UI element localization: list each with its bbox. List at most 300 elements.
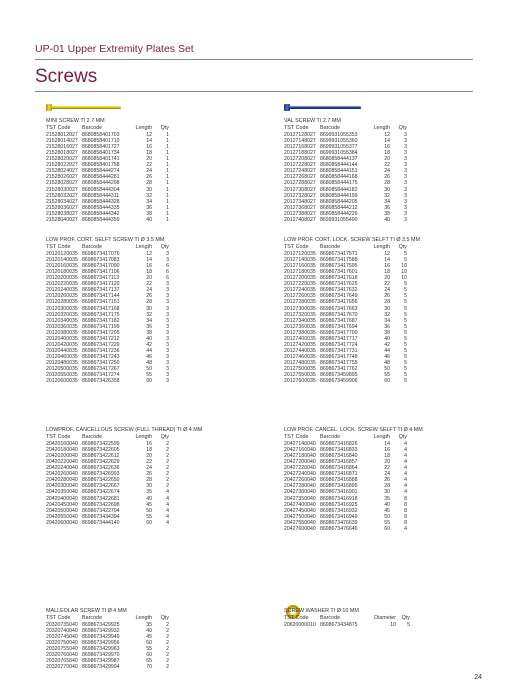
length-cell: 26 <box>146 471 152 478</box>
barcode-cell: 8698673422667 <box>82 483 120 490</box>
barcode-cell: 8698673417250 <box>82 359 120 366</box>
code-cell: 21528038027 <box>46 210 78 217</box>
length-cell: 18 <box>146 150 152 157</box>
qty-cell: 3 <box>404 132 407 139</box>
qty-cell: 3 <box>166 347 169 354</box>
code-cell: 20120260035 <box>46 293 78 300</box>
code-cell: 20420260040 <box>46 471 78 478</box>
barcode-cell: 8698673422612 <box>82 453 120 460</box>
barcode-cell: 8698673422599 <box>82 441 120 448</box>
qty-cell: 2 <box>166 465 169 472</box>
code-cell: 20427450040 <box>284 507 316 514</box>
code-cell: 20127400035 <box>284 335 316 342</box>
barcode-cell: 8680858444212 <box>320 204 358 211</box>
length-cell: 50 <box>384 513 390 520</box>
qty-cell: 5 <box>404 287 407 294</box>
length-cell: 18 <box>384 453 390 460</box>
qty-cell: 4 <box>404 465 407 472</box>
barcode-cell: 8698673417670 <box>320 311 358 318</box>
barcode-cell: 8698673417137 <box>82 287 120 294</box>
barcode-cell: 8698673417182 <box>82 317 120 324</box>
table-row <box>284 217 407 223</box>
length-cell: 14 <box>146 257 152 264</box>
washer-rows <box>284 622 410 628</box>
qty-cell: 3 <box>404 186 407 193</box>
code-cell: 21528022027 <box>46 162 78 169</box>
barcode-cell: 8680858401734 <box>82 150 120 157</box>
qty-cell: 4 <box>404 489 407 496</box>
length-cell: 40 <box>384 335 390 342</box>
length-cell: 20 <box>146 453 152 460</box>
qty-cell: 3 <box>166 293 169 300</box>
qty-cell: 3 <box>404 174 407 181</box>
barcode-cell: 8698673426358 <box>82 378 120 385</box>
code-cell: 20427160040 <box>284 447 316 454</box>
barcode-cell: 8680858401710 <box>82 138 120 145</box>
length-cell: 12 <box>384 132 390 139</box>
length-cell: 24 <box>146 287 152 294</box>
qty-cell: 3 <box>166 378 169 385</box>
length-cell: 20 <box>384 459 390 466</box>
code-cell: 20320755040 <box>46 646 78 653</box>
qty-cell: 1 <box>166 204 169 211</box>
code-cell: 20120400035 <box>46 335 78 342</box>
code-cell: 20127188027 <box>284 150 316 157</box>
table-row <box>46 217 169 223</box>
qty-cell: 3 <box>404 204 407 211</box>
code-cell: 20127550035 <box>284 372 316 379</box>
length-cell: 16 <box>384 447 390 454</box>
barcode-cell: 8680858444328 <box>82 198 120 205</box>
barcode-cell: 8680858444229 <box>320 210 358 217</box>
qty-cell: 4 <box>166 507 169 514</box>
barcode-cell: 8699931055490 <box>320 216 358 223</box>
qty-cell: 2 <box>166 459 169 466</box>
section-mini-screw <box>46 96 169 223</box>
barcode-cell: 8699931055384 <box>320 150 358 157</box>
qty-cell: 3 <box>166 323 169 330</box>
length-cell: 22 <box>384 465 390 472</box>
barcode-cell: 8698673422629 <box>82 459 120 466</box>
barcode-cell: 8680858444137 <box>320 156 358 163</box>
barcode-cell: 8698673429925 <box>82 622 120 629</box>
barcode-cell: 8680858444151 <box>320 168 358 175</box>
qty-cell: 5 <box>404 299 407 306</box>
code-cell: 20320745040 <box>46 634 78 641</box>
code-cell: 21528040027 <box>46 216 78 223</box>
qty-cell: 2 <box>166 453 169 460</box>
qty-cell: 3 <box>404 216 407 223</box>
barcode-cell: 8680858444304 <box>82 186 120 193</box>
length-cell: 26 <box>384 293 390 300</box>
code-cell: 20127120035 <box>284 251 316 258</box>
code-cell: 20420300040 <box>46 483 78 490</box>
code-cell: 20127260035 <box>284 293 316 300</box>
qty-cell: 4 <box>166 495 169 502</box>
qty-cell: 2 <box>166 477 169 484</box>
barcode-cell: 8698673434875 <box>320 622 358 629</box>
barcode-cell: 8698673426993 <box>82 471 120 478</box>
heading-divider <box>35 91 473 92</box>
barcode-cell: 8698673417748 <box>320 353 358 360</box>
barcode-cell: 8680858401703 <box>82 132 120 139</box>
barcode-cell: 8698673422636 <box>82 465 120 472</box>
qty-cell: 5 <box>407 622 410 629</box>
cancellous-title: LOWPROF. CANCELLOUS SCREW (FULL THREAD) TI Ø 4 MM <box>46 427 203 433</box>
barcode-cell: 8698673422698 <box>82 501 120 508</box>
code-cell: 21528034027 <box>46 198 78 205</box>
qty-cell: 5 <box>404 378 407 385</box>
barcode-cell: 8698673459895 <box>320 372 358 379</box>
barcode-cell: 8698673429987 <box>82 658 120 665</box>
barcode-cell: 8680858401741 <box>82 156 120 163</box>
length-cell: 40 <box>384 501 390 508</box>
qty-cell: 2 <box>166 622 169 629</box>
length-cell: 12 <box>384 251 390 258</box>
qty-cell: 6 <box>166 269 169 276</box>
code-cell: 20120340035 <box>46 317 78 324</box>
code-cell: 20127348027 <box>284 198 316 205</box>
qty-cell: 3 <box>404 156 407 163</box>
code-cell: 20620000010 <box>284 622 316 629</box>
barcode-cell: 8698673417632 <box>320 287 358 294</box>
qty-cell: 3 <box>166 299 169 306</box>
qty-cell: 2 <box>166 483 169 490</box>
barcode-cell: 8698673417656 <box>320 299 358 306</box>
barcode-cell: 8698673429932 <box>82 628 120 635</box>
length-cell: 34 <box>384 198 390 205</box>
qty-cell: 1 <box>166 132 169 139</box>
qty-cell: 10 <box>401 263 407 270</box>
barcode-cell: 8680858444168 <box>320 174 358 181</box>
barcode-cell: 8698673417588 <box>320 257 358 264</box>
qty-cell: 3 <box>166 305 169 312</box>
length-cell: 12 <box>146 251 152 258</box>
length-cell: 40 <box>146 495 152 502</box>
code-cell: 21528024027 <box>46 168 78 175</box>
length-cell: 48 <box>146 359 152 366</box>
qty-cell: 1 <box>166 144 169 151</box>
code-cell: 20120600035 <box>46 378 78 385</box>
low-prof-cort-lock-rows <box>284 251 420 384</box>
qty-cell: 5 <box>404 347 407 354</box>
length-cell: 55 <box>384 519 390 526</box>
qty-cell: 5 <box>404 281 407 288</box>
mini-screw-rows <box>46 132 169 223</box>
length-cell: 24 <box>384 287 390 294</box>
qty-cell: 1 <box>166 162 169 169</box>
section-low-prof-cort <box>46 237 169 384</box>
qty-cell: 2 <box>166 447 169 454</box>
length-cell: 22 <box>384 281 390 288</box>
code-cell: 20127140035 <box>284 257 316 264</box>
qty-cell: 4 <box>166 501 169 508</box>
length-cell: 60 <box>384 378 390 385</box>
code-cell: 20127200035 <box>284 275 316 282</box>
barcode-cell: 8698673416895 <box>320 483 358 490</box>
barcode-cell: 8698673476639 <box>320 519 358 526</box>
mini-screw-image <box>46 96 156 118</box>
section-washer <box>284 600 410 629</box>
code-cell: 20427400040 <box>284 501 316 508</box>
code-cell: 21528030027 <box>46 186 78 193</box>
qty-cell: 3 <box>166 281 169 288</box>
code-cell: 20427600040 <box>284 525 316 532</box>
code-cell: 20320735040 <box>46 622 78 629</box>
section-malleolar <box>46 608 169 670</box>
code-cell: 20120420035 <box>46 341 78 348</box>
length-cell: 22 <box>384 162 390 169</box>
malleolar-title: MALLEOLAR SCREW TI Ø 4 MM <box>46 608 127 614</box>
set-title: UP-01 Upper Extremity Plates Set <box>35 43 194 55</box>
length-cell: 20 <box>384 275 390 282</box>
table-row <box>46 378 169 384</box>
barcode-cell: 8698673416925 <box>320 501 358 508</box>
qty-cell: 3 <box>166 257 169 264</box>
length-cell: 16 <box>384 144 390 151</box>
code-cell: 20127248027 <box>284 168 316 175</box>
length-cell: 50 <box>146 365 152 372</box>
barcode-cell: 8698673429963 <box>82 646 120 653</box>
qty-cell: 3 <box>404 210 407 217</box>
barcode-cell: 8698673417175 <box>82 311 120 318</box>
qty-cell: 5 <box>404 305 407 312</box>
qty-cell: 1 <box>166 174 169 181</box>
length-cell: 32 <box>146 311 152 318</box>
code-cell: 20427240040 <box>284 471 316 478</box>
qty-cell: 3 <box>166 359 169 366</box>
qty-cell: 4 <box>404 441 407 448</box>
qty-cell: 3 <box>166 329 169 336</box>
barcode-cell: 8698673417649 <box>320 293 358 300</box>
qty-cell: 1 <box>166 198 169 205</box>
barcode-cell: 8680858401727 <box>82 144 120 151</box>
length-cell: 55 <box>146 372 152 379</box>
mini-screw-title: MINI SCREW TI 2.7 MM <box>46 118 105 124</box>
length-cell: 30 <box>146 483 152 490</box>
barcode-cell: 8680858444311 <box>82 192 120 199</box>
cancel-lock-title: LOW PROF. CANCEL. LOCK. SCREW SELFT TI Ø 4 MM <box>284 427 423 433</box>
length-cell: 18 <box>146 269 152 276</box>
code-cell: 20420400040 <box>46 495 78 502</box>
length-cell: 34 <box>384 317 390 324</box>
code-cell: 20120550035 <box>46 372 78 379</box>
length-cell: 60 <box>146 652 152 659</box>
barcode-cell: 8698673417724 <box>320 341 358 348</box>
code-cell: 20120320035 <box>46 311 78 318</box>
qty-cell: 5 <box>404 323 407 330</box>
length-cell: 22 <box>146 281 152 288</box>
length-cell: 16 <box>384 263 390 270</box>
table-row <box>284 378 420 384</box>
length-cell: 26 <box>146 174 152 181</box>
barcode-cell: 8698673417090 <box>82 263 120 270</box>
length-cell: 14 <box>384 257 390 264</box>
length-cell: 55 <box>384 372 390 379</box>
length-cell: 44 <box>384 347 390 354</box>
barcode-cell: 8698673417229 <box>82 341 120 348</box>
qty-cell: 2 <box>166 628 169 635</box>
barcode-cell: 8680858444144 <box>320 162 358 169</box>
length-cell: 60 <box>384 525 390 532</box>
code-cell: 20420500040 <box>46 507 78 514</box>
code-cell: 20320740040 <box>46 628 78 635</box>
barcode-cell: 8698673459906 <box>320 378 358 385</box>
qty-cell: 8 <box>404 519 407 526</box>
length-cell: 38 <box>384 210 390 217</box>
barcode-cell: 8698673429994 <box>82 664 120 671</box>
barcode-cell: 8698673429970 <box>82 652 120 659</box>
code-cell: 20127288027 <box>284 180 316 187</box>
length-cell: 24 <box>146 465 152 472</box>
qty-cell: 10 <box>401 275 407 282</box>
code-cell: 20127128027 <box>284 132 316 139</box>
code-cell: 21528016027 <box>46 144 78 151</box>
length-cell: 35 <box>146 622 152 629</box>
code-cell: 20420280040 <box>46 477 78 484</box>
qty-cell: 1 <box>166 138 169 145</box>
length-cell: 30 <box>384 489 390 496</box>
qty-cell: 10 <box>401 269 407 276</box>
qty-cell: 4 <box>404 477 407 484</box>
barcode-cell: 8698673444140 <box>82 519 120 526</box>
code-cell: 20420180040 <box>46 447 78 454</box>
qty-cell: 3 <box>166 251 169 258</box>
length-cell: 36 <box>146 323 152 330</box>
qty-cell: 5 <box>404 372 407 379</box>
section-cancellous <box>46 427 202 526</box>
barcode-cell: 8698673417076 <box>82 251 120 258</box>
code-cell: 20120380035 <box>46 329 78 336</box>
length-cell: 22 <box>146 162 152 169</box>
table-row <box>284 622 410 628</box>
code-cell: 20420160040 <box>46 441 78 448</box>
code-cell: 21528032027 <box>46 192 78 199</box>
qty-cell: 1 <box>166 186 169 193</box>
washer-header: TST Code Barcode Diameter Qty <box>284 615 410 622</box>
barcode-cell: 8698673416949 <box>320 513 358 520</box>
length-cell: 30 <box>146 305 152 312</box>
code-cell: 20127368027 <box>284 204 316 211</box>
barcode-cell: 8698673417113 <box>82 275 120 282</box>
barcode-cell: 8698673416833 <box>320 447 358 454</box>
barcode-cell: 8698673416871 <box>320 471 358 478</box>
length-cell: 40 <box>146 335 152 342</box>
code-cell: 20120500035 <box>46 365 78 372</box>
barcode-cell: 8698673434394 <box>82 513 120 520</box>
code-cell: 20120120035 <box>46 251 78 258</box>
qty-cell: 4 <box>404 483 407 490</box>
length-cell: 30 <box>146 186 152 193</box>
barcode-cell: 8698673422650 <box>82 477 120 484</box>
length-cell: 18 <box>384 269 390 276</box>
table-row <box>284 526 423 532</box>
length-cell: 55 <box>146 513 152 520</box>
qty-cell: 1 <box>166 216 169 223</box>
qty-cell: 4 <box>404 453 407 460</box>
length-cell: 38 <box>384 329 390 336</box>
length-cell: 38 <box>146 329 152 336</box>
barcode-cell: 8699931055353 <box>320 132 358 139</box>
barcode-cell: 8680858444274 <box>82 168 120 175</box>
code-cell: 20127228027 <box>284 162 316 169</box>
low-prof-cort-lock-header: TST Code Barcode Length Qty <box>284 244 407 251</box>
code-cell: 20120200035 <box>46 275 78 282</box>
code-cell: 20120160035 <box>46 263 78 270</box>
code-cell: 20127380035 <box>284 329 316 336</box>
barcode-cell: 8698673422704 <box>82 507 120 514</box>
length-cell: 60 <box>146 519 152 526</box>
qty-cell: 3 <box>166 335 169 342</box>
val-screw-title: VAL SCREW TI 2.7 MM <box>284 118 341 124</box>
code-cell: 20127340035 <box>284 317 316 324</box>
length-cell: 50 <box>146 640 152 647</box>
code-cell: 21528028027 <box>46 180 78 187</box>
length-cell: 32 <box>384 192 390 199</box>
code-cell: 20120280035 <box>46 299 78 306</box>
barcode-cell: 8698673416888 <box>320 477 358 484</box>
length-cell: 24 <box>384 168 390 175</box>
barcode-cell: 8698673417663 <box>320 305 358 312</box>
code-cell: 20127408027 <box>284 216 316 223</box>
qty-cell: 5 <box>404 293 407 300</box>
length-cell: 24 <box>146 168 152 175</box>
length-cell: 34 <box>146 198 152 205</box>
qty-cell: 5 <box>404 335 407 342</box>
qty-cell: 5 <box>404 365 407 372</box>
qty-cell: 2 <box>166 646 169 653</box>
length-cell: 18 <box>384 150 390 157</box>
barcode-cell: 8698673417274 <box>82 372 120 379</box>
length-cell: 34 <box>146 317 152 324</box>
code-cell: 20127460035 <box>284 353 316 360</box>
barcode-cell: 8698673416864 <box>320 465 358 472</box>
length-cell: 26 <box>384 477 390 484</box>
code-cell: 20127360035 <box>284 323 316 330</box>
length-cell: 28 <box>146 299 152 306</box>
barcode-cell: 8698673417595 <box>320 263 358 270</box>
low-prof-cort-title: LOW PROF. CORT. SELFT SCREW TI Ø 3.5 MM <box>46 237 165 243</box>
length-cell: 10 <box>390 622 396 629</box>
code-cell: 20127240035 <box>284 287 316 294</box>
length-cell: 70 <box>146 664 152 671</box>
length-cell: 16 <box>146 263 152 270</box>
barcode-cell: 8698673417120 <box>82 281 120 288</box>
barcode-cell: 8698673476646 <box>320 525 358 532</box>
barcode-cell: 8698673417236 <box>82 347 120 354</box>
mini-screw-header: TST Code Barcode Length Qty <box>46 125 169 132</box>
barcode-cell: 8680858444335 <box>82 204 120 211</box>
length-cell: 28 <box>384 483 390 490</box>
code-cell: 21528026027 <box>46 174 78 181</box>
code-cell: 20127328027 <box>284 192 316 199</box>
code-cell: 20427140040 <box>284 441 316 448</box>
code-cell: 20127168027 <box>284 144 316 151</box>
page-heading: Screws <box>35 66 98 87</box>
barcode-cell: 8698673422605 <box>82 447 120 454</box>
code-cell: 20127500035 <box>284 365 316 372</box>
code-cell: 20420600040 <box>46 519 78 526</box>
code-cell: 21528014027 <box>46 138 78 145</box>
code-cell: 20427280040 <box>284 483 316 490</box>
length-cell: 12 <box>146 132 152 139</box>
barcode-cell: 8680858401758 <box>82 162 120 169</box>
barcode-cell: 8698673417212 <box>82 335 120 342</box>
length-cell: 32 <box>146 192 152 199</box>
code-cell: 20427550040 <box>284 519 316 526</box>
barcode-cell: 8698673417694 <box>320 323 358 330</box>
barcode-cell: 8698673417106 <box>82 269 120 276</box>
